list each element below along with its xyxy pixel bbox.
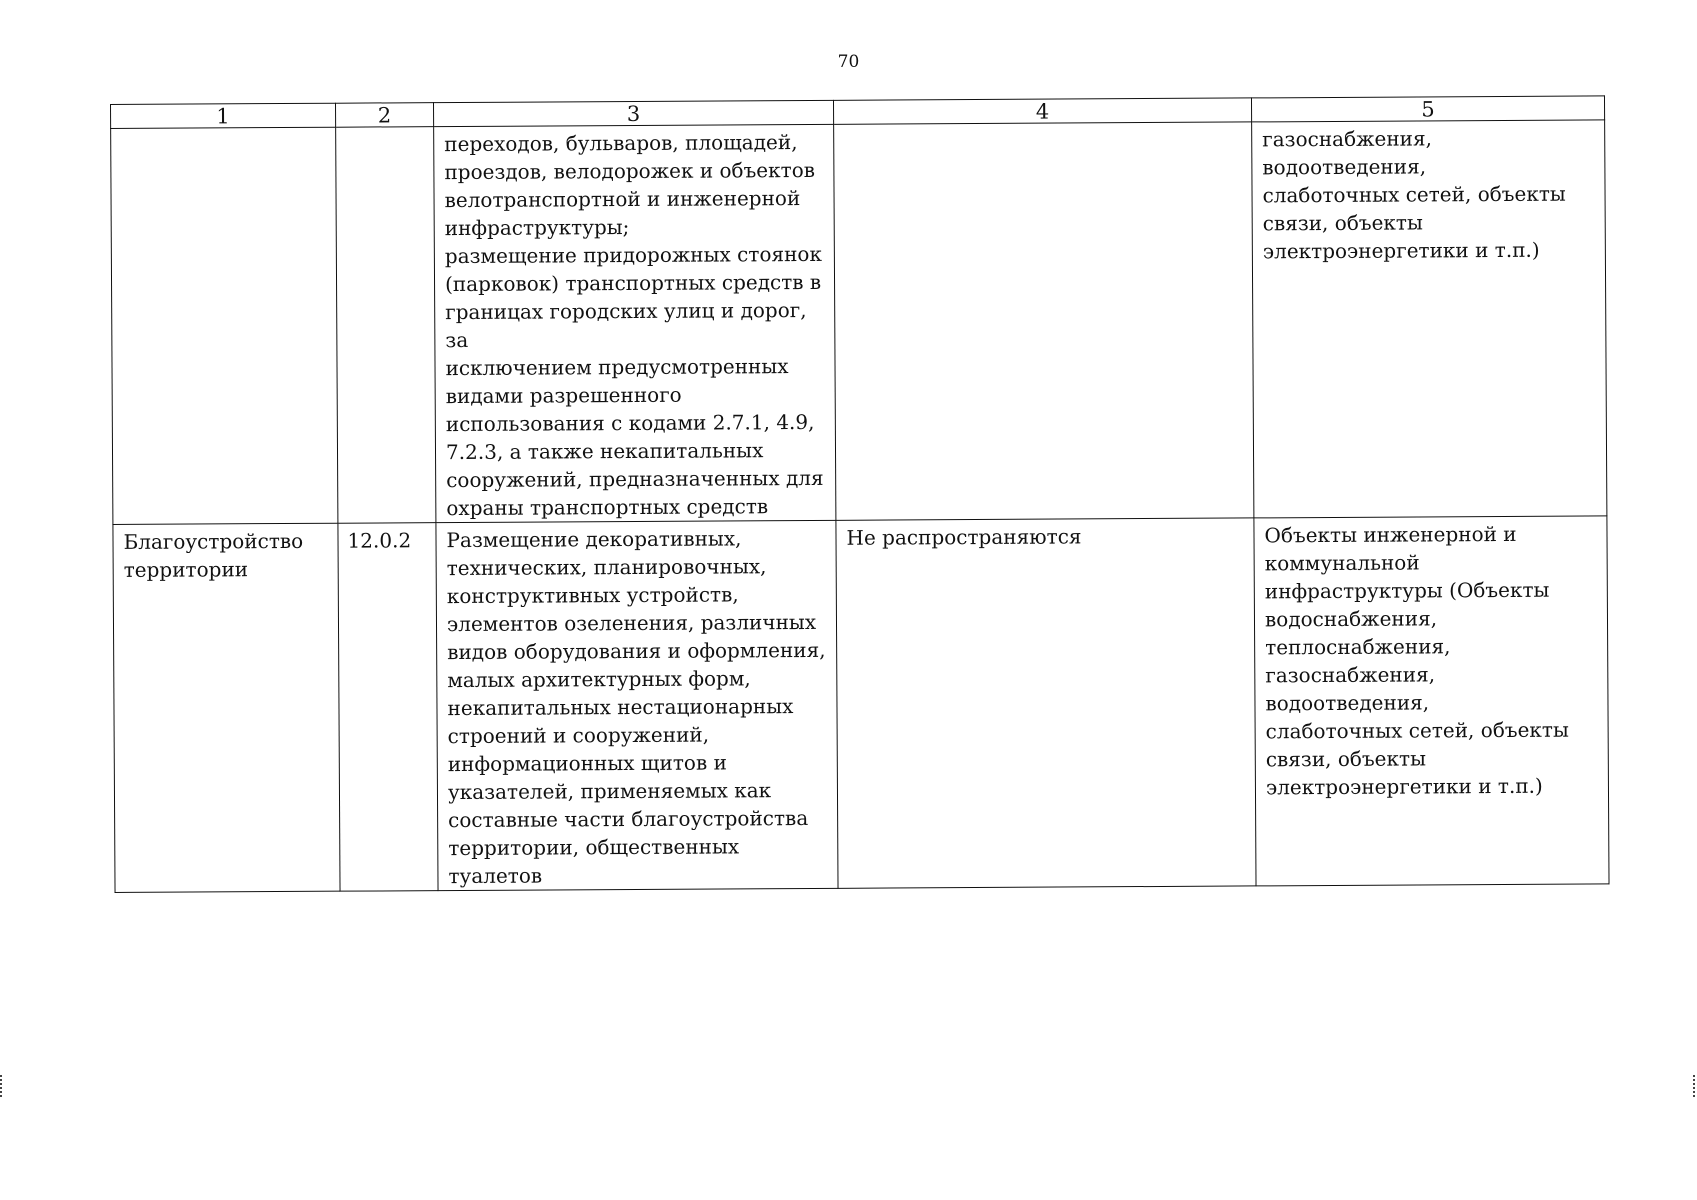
table-row xyxy=(111,120,1607,525)
cell-use-description: Размещение декоративных, технических, планировочных, конструктивных устройств, элементов озеленения, различных видов оборудования и оформления, малых архитектурных форм, некапитальных нестационарных строений и сооружений, информационных щитов и указателей, применяемых как составные части благоустройства территории, общественных туалетов xyxy=(436,520,838,890)
land-use-table xyxy=(110,95,1610,893)
page-number: 70 xyxy=(837,52,860,72)
cell-use-code: 12.0.2 xyxy=(338,523,438,892)
cell-use-code xyxy=(336,127,436,524)
land-use-table-container xyxy=(110,95,1609,893)
column-header-1: 1 xyxy=(111,103,336,128)
table-row xyxy=(113,516,1609,893)
scan-edge-mark-left xyxy=(0,1075,4,1097)
column-header-5: 5 xyxy=(1251,96,1604,122)
cell-objects: Объекты инженерной и коммунальной инфраструктуры (Объекты водоснабжения, теплоснабжения, газоснабжения, водоотведения, слаботочных сетей, объекты связи, объекты электроэнергетики и т.п.) xyxy=(1254,516,1609,886)
cell-objects: газоснабжения, водоотведения, слаботочных сетей, объекты связи, объекты электроэнергетики и т.п.) xyxy=(1252,120,1607,518)
column-header-2: 2 xyxy=(335,103,433,128)
scan-edge-mark-right xyxy=(1693,1075,1697,1097)
cell-restrictions: Не распространяются xyxy=(836,518,1256,888)
cell-use-name: Благоустройство территории xyxy=(113,523,340,892)
column-header-3: 3 xyxy=(433,100,833,126)
cell-restrictions xyxy=(834,122,1254,520)
cell-use-description: переходов, бульваров, площадей, проездов, велодорожек и объектов велотранспортной и инженерной инфраструктуры; размещение придорожных стоянок (парковок) транспортных средств в границах городских улиц и дорог, за исключением предусмотренных видами разрешенного использования с кодами 2.7.1, 4.9, 7.2.3, а также некапитальных сооружений, предназначенных для охраны транспортных средств xyxy=(434,124,836,522)
cell-use-name xyxy=(111,127,338,524)
column-header-4: 4 xyxy=(833,98,1251,124)
